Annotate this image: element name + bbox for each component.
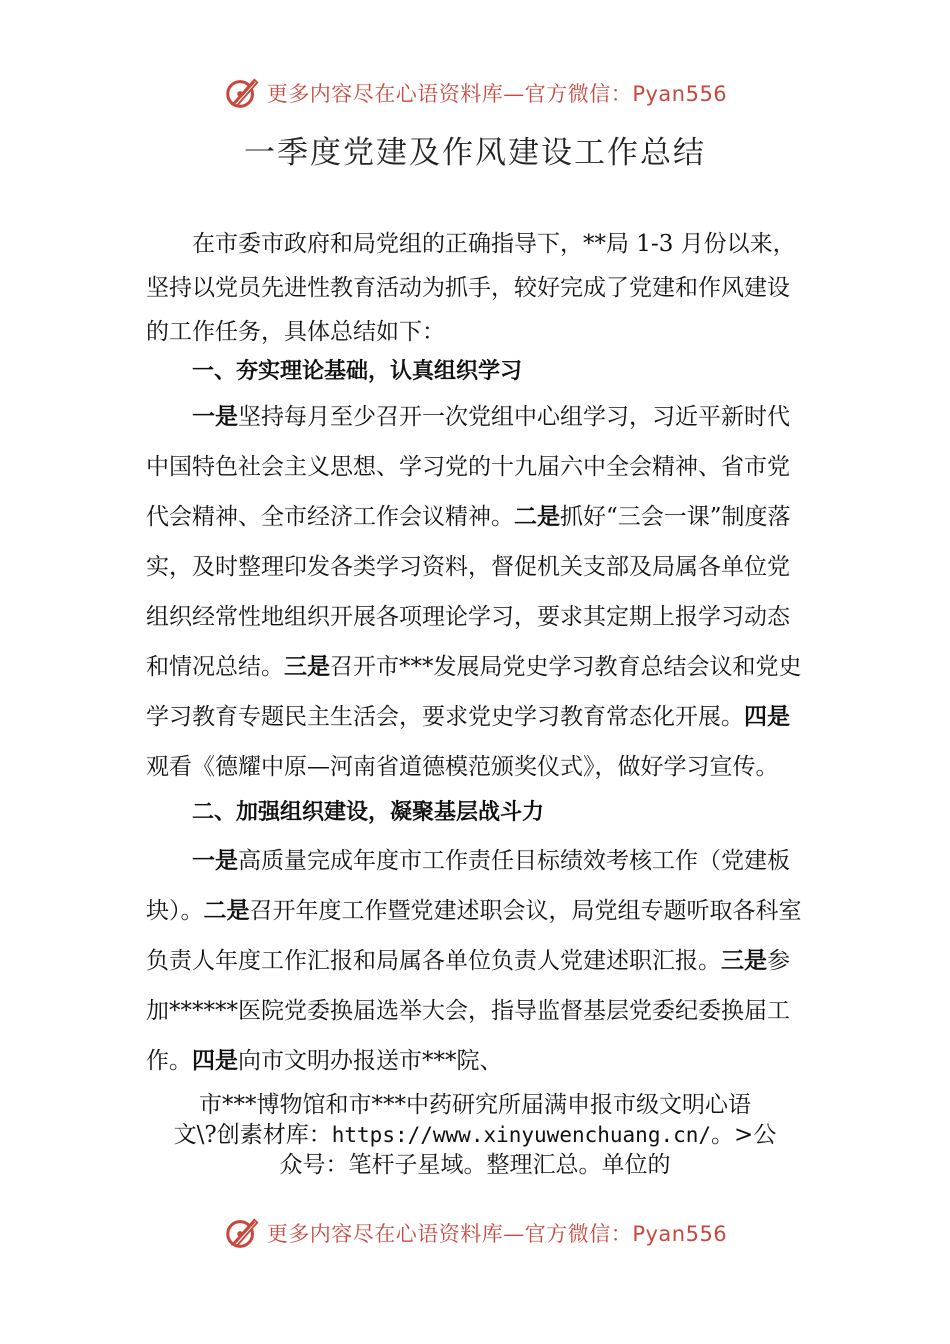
watermark-header [0,73,950,113]
item-marker: 三是 [284,654,330,680]
item-text: 坚持每月至少召开一次党组中心组学习，习近平新时代中国特色社会主义思想、学习党的十九届六中全会精神、省市党代会精神、全市经济工作会议精神。 [146,404,790,530]
document-title: 一季度党建及作风建设工作总结 [244,135,706,171]
footer-url[interactable]: https://www.xinyuwenchuang.cn/ [331,1123,712,1147]
item-marker: 一是 [192,848,238,874]
item-text: 观看《德耀中原—河南省道德模范颁奖仪式》，做好学习宣传。 [146,754,779,780]
item-text: 向市文明办报送市***院、 [238,1048,503,1074]
item-marker: 二是 [514,504,560,530]
watermark-footer [0,1213,950,1253]
item-text: 参加******医院党委换届选举大会，指导监督基层党委纪委换届工作。 [146,948,790,1074]
footer-line-3: 众号：笔杆子星域。整理汇总。单位的 [279,1152,671,1178]
section-1-paragraph [146,392,810,792]
item-text: 召开年度工作暨党建述职会议，局党组专题听取各科室负责人年度工作汇报和局属各单位负责人党建述职汇报。 [146,898,802,974]
quill-pen-circle-icon [223,1214,261,1252]
item-marker: 一是 [192,404,238,430]
intro-paragraph: 在市委市政府和局党组的正确指导下，**局 1-3 月份以来，坚持以党员先进性教育活动为抓手，较好完成了党建和作风建设的工作任务，具体总结如下： [146,231,796,345]
quill-pen-circle-icon [223,74,261,112]
section-2-paragraph [146,836,810,1086]
watermark-text: 更多内容尽在心语资料库—官方微信：Pyan556 [266,82,728,106]
item-marker: 三是 [721,948,767,974]
watermark-id: Pyan556 [632,1222,728,1246]
footer-line-1: 市***博物馆和市***中药研究所届满申报市级文明心语 [199,1092,751,1118]
item-marker: 二是 [203,898,250,924]
footer-line-2: 文\?创素材库：https://www.xinyuwenchuang.cn/。>公 [173,1122,777,1148]
section-heading-2: 二、加强组织建设，凝聚基层战斗力 [192,800,545,825]
watermark-text: 更多内容尽在心语资料库—官方微信：Pyan556 [266,1222,728,1246]
item-marker: 四是 [192,1048,238,1074]
footer-note [150,1090,800,1180]
section-heading-1: 一、夯实理论基础，认真组织学习 [192,359,523,384]
item-text: 抓好“三会一课”制度落实，及时整理印发各类学习资料，督促机关支部及局属各单位党组织经常性地组织开展各项理论学习，要求其定期上报学习动态和情况总结。 [146,504,791,680]
watermark-id: Pyan556 [632,82,728,106]
item-text: 高质量完成年度市工作责任目标绩效考核工作（党建板块）。 [146,848,790,924]
item-text: 召开市***发展局党史学习教育总结会议和党史学习教育专题民主生活会，要求党史学习教育常态化开展。 [146,654,802,730]
item-marker: 四是 [744,704,790,730]
